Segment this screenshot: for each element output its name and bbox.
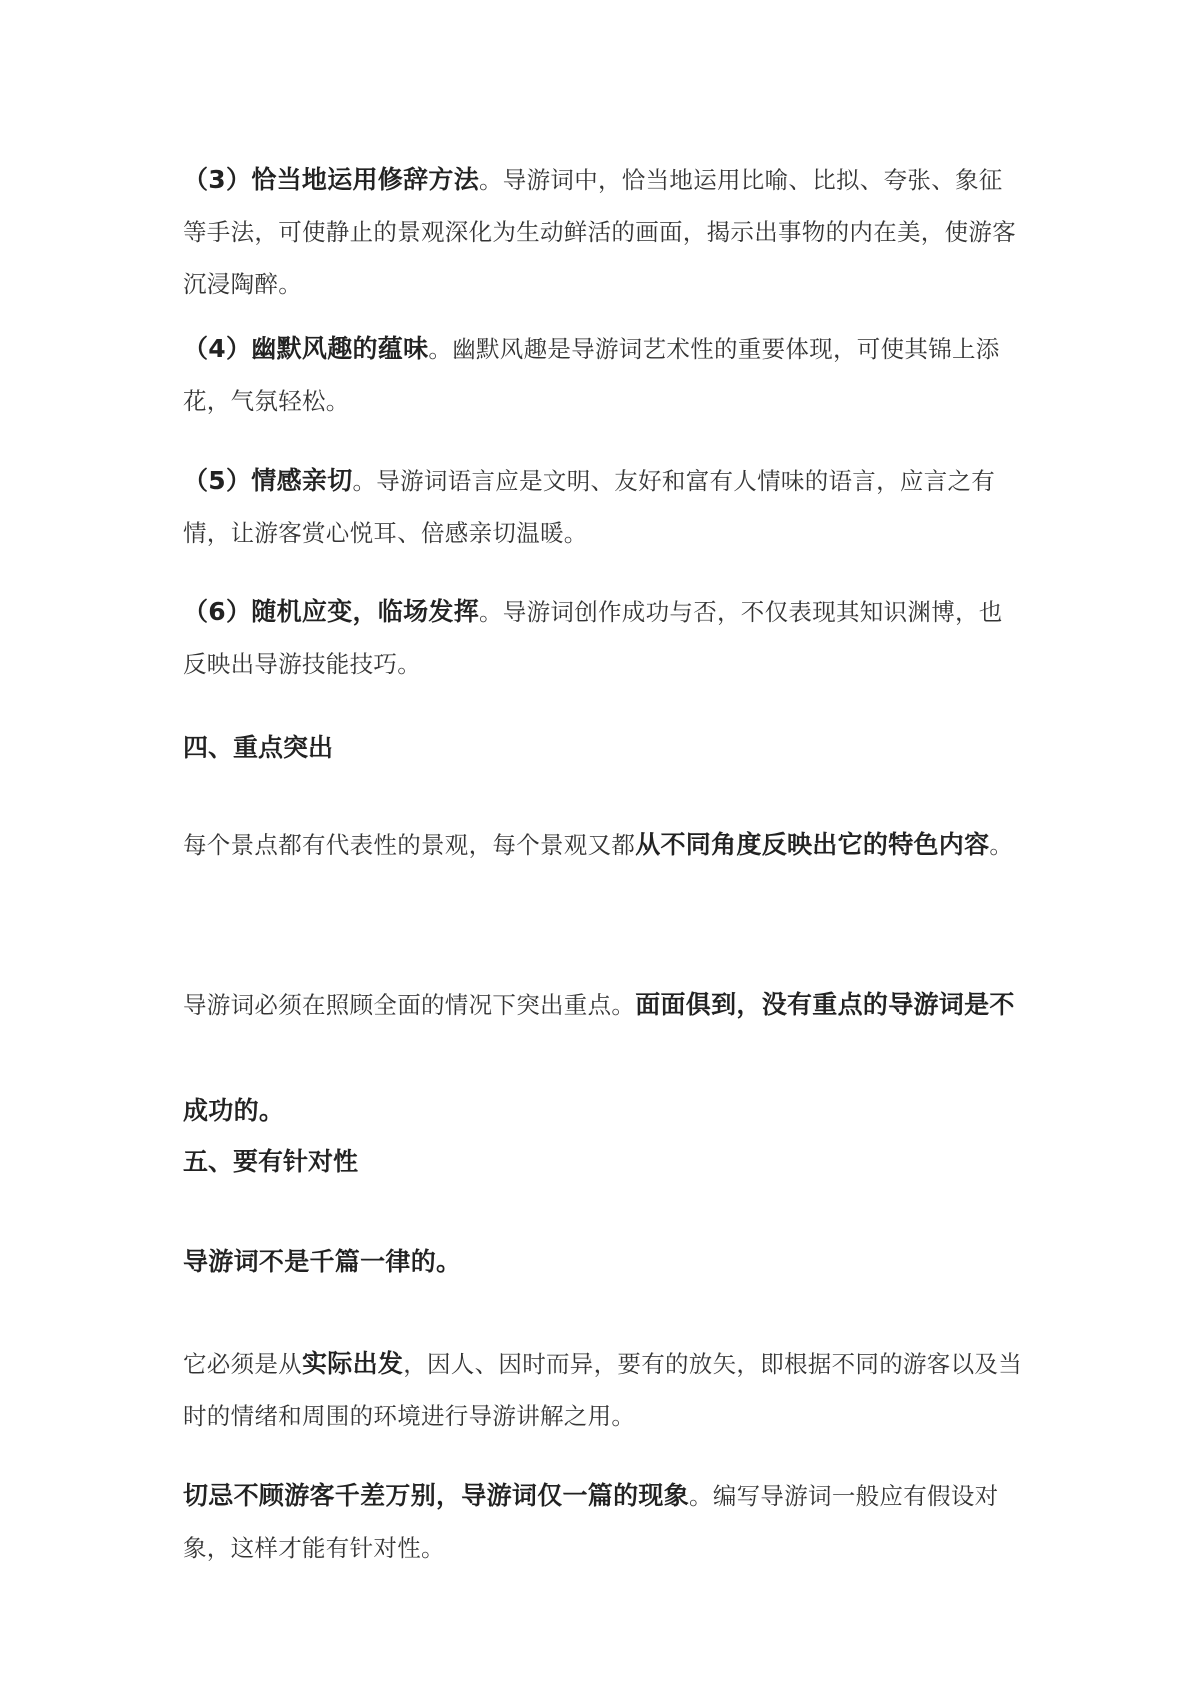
paragraph-humor <box>183 323 1023 427</box>
paragraph-focus-2 <box>183 952 1023 1164</box>
paragraph-emphasis: 导游词不是千篇一律的。 <box>183 1247 462 1276</box>
paragraph-targeted-lead <box>183 1236 1023 1288</box>
paragraph-body: 。编写导游词一般应有假设对象，这样才能有针对性。 <box>183 1482 999 1562</box>
section-heading-focus: 四、重点突出 <box>183 733 334 762</box>
paragraph-body: 。导游词创作成功与否，不仅表现其知识渊博，也反映出导游技能技巧。 <box>183 598 1003 678</box>
paragraph-emphasis: 从不同角度反映出它的特色内容 <box>635 830 990 859</box>
paragraph-body: ，因人、因时而异，要有的放矢，即根据不同的游客以及当时的情绪和周围的环境进行导游讲解之用。 <box>183 1350 1023 1430</box>
paragraph-body: 导游词必须在照顾全面的情况下突出重点。 <box>183 991 636 1019</box>
paragraph-improvise <box>183 586 1023 690</box>
paragraph-emphasis: 实际出发 <box>302 1349 404 1378</box>
paragraph-focus-1 <box>183 792 1023 898</box>
paragraph-emphasis: 切忌不顾游客千差万别，导游词仅一篇的现象 <box>183 1481 690 1510</box>
paragraph-body: 。幽默风趣是导游词艺术性的重要体现，可使其锦上添花，气氛轻松。 <box>183 335 1000 415</box>
paragraph-lead: （4）幽默风趣的蕴味 <box>183 334 429 363</box>
paragraph-emphasis: 面面俱到，没有重点的导游词是不成功的。 <box>183 990 1015 1125</box>
paragraph-body: 。导游词中，恰当地运用比喻、比拟、夸张、象征等手法，可使静止的景观深化为生动鲜活的画面，揭示出事物的内在美，使游客沉浸陶醉。 <box>183 166 1016 298</box>
paragraph-body: 。导游词语言应是文明、友好和富有人情味的语言，应言之有情，让游客赏心悦耳、倍感亲切温暖。 <box>183 467 996 547</box>
paragraph-body: 它必须是从 <box>183 1350 302 1378</box>
paragraph-emotion <box>183 455 1023 559</box>
paragraph-targeted-2 <box>183 1470 1023 1574</box>
paragraph-lead: （3）恰当地运用修辞方法 <box>183 165 479 194</box>
section-heading-targeted: 五、要有针对性 <box>183 1147 359 1176</box>
paragraph-rhetoric <box>183 154 1023 310</box>
paragraph-lead: （6）随机应变，临场发挥 <box>183 597 479 626</box>
paragraph-lead: （5）情感亲切 <box>183 466 353 495</box>
paragraph-targeted-1 <box>183 1338 1023 1442</box>
paragraph-end: 。 <box>989 831 1014 859</box>
paragraph-body: 每个景点都有代表性的景观，每个景观又都 <box>183 831 636 859</box>
